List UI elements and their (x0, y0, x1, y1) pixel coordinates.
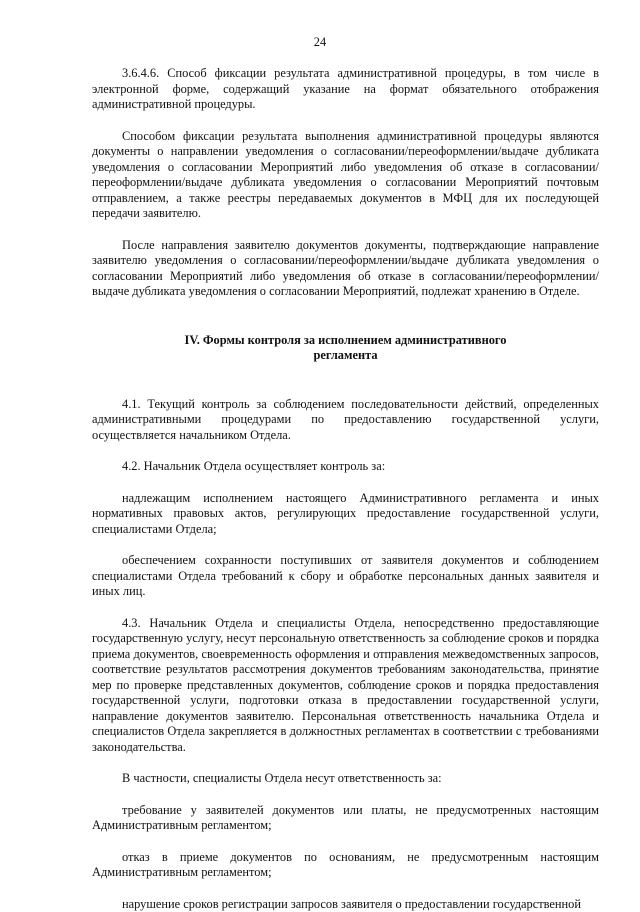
paragraph-responsibility-item-2: отказ в приеме документов по основаниям, не предусмотренным настоящим Административным регламентом; (92, 850, 599, 881)
paragraph-4-1: 4.1. Текущий контроль за соблюдением последовательности действий, определенных административными процедурами по предоставлению государственной услуги, осуществляется начальником Отдела. (92, 397, 599, 444)
paragraph-control-item-2: обеспечением сохранности поступивших от заявителя документов и соблюдением специалистами Отдела требований к сбору и обработке персональных данных заявителя и иных лиц. (92, 553, 599, 600)
paragraph-responsibility-item-3: нарушение сроков регистрации запросов заявителя о предоставлении государственной (92, 897, 599, 912)
section-heading-iv: IV. Формы контроля за исполнением административного регламента (92, 333, 599, 364)
page-content (92, 66, 599, 912)
paragraph-responsibility-intro: В частности, специалисты Отдела несут ответственность за: (92, 771, 599, 787)
paragraph-control-item-1: надлежащим исполнением настоящего Административного регламента и иных нормативных правовых актов, регулирующих предоставление государственной услуги, специалистами Отдела; (92, 491, 599, 538)
paragraph-3-6-4-6: 3.6.4.6. Способ фиксации результата административной процедуры, в том числе в электронной форме, содержащий указание на формат обязательного отображения административной процедуры. (92, 66, 599, 113)
page-number: 24 (0, 35, 640, 51)
paragraph-responsibility-item-1: требование у заявителей документов или платы, не предусмотренных настоящим Административным регламентом; (92, 803, 599, 834)
paragraph-4-2: 4.2. Начальник Отдела осуществляет контроль за: (92, 459, 599, 475)
paragraph-after-sending: После направления заявителю документов документы, подтверждающие направление заявителю уведомления о согласовании/переоформлении/выдаче дубликата уведомления о согласовании Мероприятий либо уведомления об отказе в согласовании/переоформлении/выдаче дубликата уведомления о согласовании Мероприятий, подлежат хранению в Отделе. (92, 238, 599, 300)
paragraph-4-3: 4.3. Начальник Отдела и специалисты Отдела, непосредственно предоставляющие государственную услугу, несут персональную ответственность за соблюдение сроков и порядка приема документов, своевременность оформления и отправления межведомственных запросов, соответствие результатов рассмотрения документов требованиям законодательства, принятие мер по проверке представленных документов, соблюдение сроков и порядка предоставления государственной услуги, подготовки отказа в предоставлении государственной услуги, направление документов заявителю. Персональная ответственность начальника Отдела и специалистов Отдела закрепляется в должностных регламентах в соответствии с требованиями законодательства. (92, 616, 599, 756)
paragraph-fixation-method: Способом фиксации результата выполнения административной процедуры являются документы о направлении уведомления о согласовании/переоформлении/выдаче дубликата уведомления о согласовании Мероприятий либо уведомления об отказе в согласовании/переоформлении/выдаче дубликата уведомления о согласовании Мероприятий почтовым отправлением, а также реестры передаваемых документов в МФЦ для их последующей передачи заявителю. (92, 129, 599, 222)
